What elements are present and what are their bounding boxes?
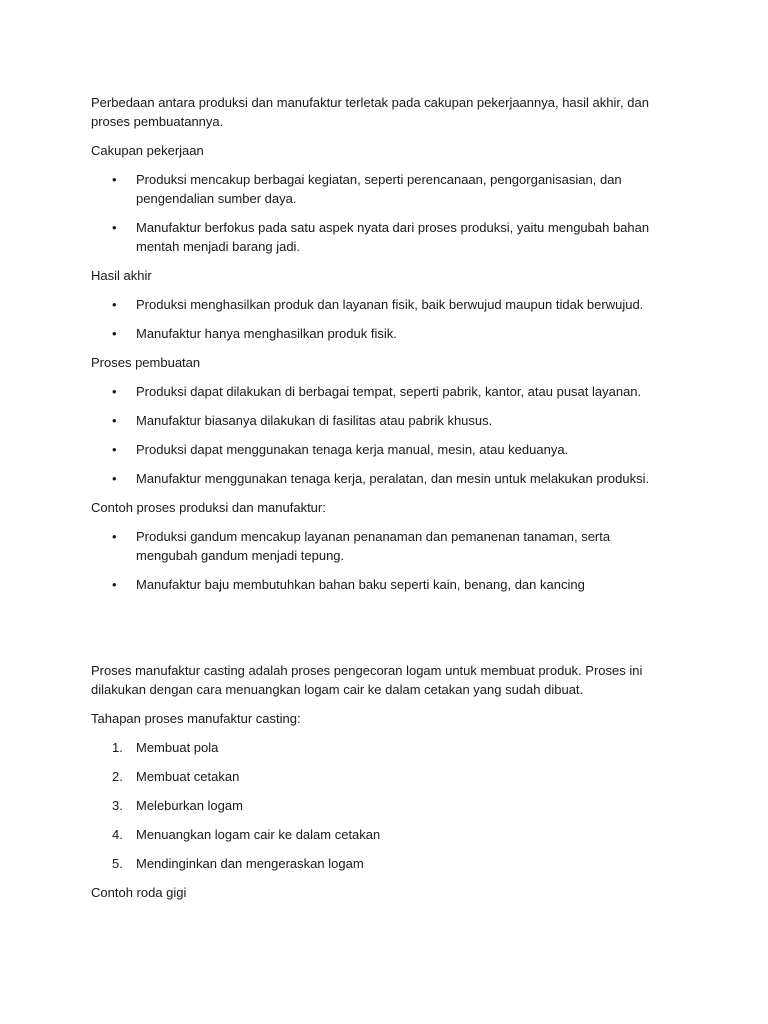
list-item xyxy=(91,825,666,844)
casting-intro-paragraph: Proses manufaktur casting adalah proses pengecoran logam untuk membuat produk. Proses ini dilakukan dengan cara menuangkan logam cair ke dalam cetakan yang sudah dibuat. xyxy=(91,663,643,697)
list-item xyxy=(91,440,666,459)
list-item xyxy=(91,767,666,786)
step-number: 5. xyxy=(112,856,123,871)
closing-line: Contoh roda gigi xyxy=(91,885,187,900)
list-item-text: Membuat pola xyxy=(136,740,219,755)
list-item xyxy=(91,411,666,430)
bullet-marker: • xyxy=(112,220,117,235)
list-item xyxy=(91,796,666,815)
list-item-text: Manufaktur menggunakan tenaga kerja, peralatan, dan mesin untuk melakukan produksi. xyxy=(136,471,650,486)
list-item xyxy=(91,218,666,256)
bullet-marker: • xyxy=(112,471,117,486)
bullet-list xyxy=(91,170,691,256)
step-number: 4. xyxy=(112,827,123,842)
heading-contoh-proses: Contoh proses produksi dan manufaktur: xyxy=(91,500,326,515)
bullet-list xyxy=(91,527,691,594)
list-item xyxy=(91,469,666,488)
step-number: 3. xyxy=(112,798,123,813)
heading-cakupan-pekerjaan: Cakupan pekerjaan xyxy=(91,143,204,158)
bullet-marker: • xyxy=(112,384,117,399)
list-item-text: Meleburkan logam xyxy=(136,798,243,813)
heading-hasil-akhir: Hasil akhir xyxy=(91,268,152,283)
bullet-marker: • xyxy=(112,297,117,312)
list-item-text: Produksi dapat dilakukan di berbagai tempat, seperti pabrik, kantor, atau pusat layanan. xyxy=(136,384,642,399)
list-item-text: Produksi mencakup berbagai kegiatan, seperti perencanaan, pengorganisasian, dan pengendalian sumber daya. xyxy=(136,172,622,206)
list-item xyxy=(91,382,666,401)
list-item xyxy=(91,527,666,565)
list-item-text: Membuat cetakan xyxy=(136,769,240,784)
list-item-text: Manufaktur biasanya dilakukan di fasilitas atau pabrik khusus. xyxy=(136,413,493,428)
list-item-text: Manufaktur baju membutuhkan bahan baku seperti kain, benang, dan kancing xyxy=(136,577,585,592)
intro-paragraph: Perbedaan antara produksi dan manufaktur terletak pada cakupan pekerjaannya, hasil akhir, dan proses pembuatannya. xyxy=(91,95,649,129)
bullet-marker: • xyxy=(112,326,117,341)
list-item-text: Manufaktur hanya menghasilkan produk fisik. xyxy=(136,326,397,341)
list-item xyxy=(91,575,666,594)
section-spacer xyxy=(91,604,691,661)
heading-tahapan-casting: Tahapan proses manufaktur casting: xyxy=(91,711,301,726)
bullet-list xyxy=(91,295,691,343)
bullet-marker: • xyxy=(112,442,117,457)
bullet-list xyxy=(91,382,691,488)
step-number: 1. xyxy=(112,740,123,755)
document-page xyxy=(91,93,691,912)
list-item-text: Mendinginkan dan mengeraskan logam xyxy=(136,856,364,871)
list-item xyxy=(91,854,666,873)
list-item xyxy=(91,295,666,314)
list-item-text: Produksi menghasilkan produk dan layanan fisik, baik berwujud maupun tidak berwujud. xyxy=(136,297,644,312)
bullet-marker: • xyxy=(112,577,117,592)
step-number: 2. xyxy=(112,769,123,784)
bullet-marker: • xyxy=(112,172,117,187)
list-item-text: Manufaktur berfokus pada satu aspek nyata dari proses produksi, yaitu mengubah bahan mentah menjadi barang jadi. xyxy=(136,220,650,254)
bullet-marker: • xyxy=(112,529,117,544)
list-item xyxy=(91,738,666,757)
numbered-list xyxy=(91,738,691,873)
list-item-text: Produksi gandum mencakup layanan penanaman dan pemanenan tanaman, serta mengubah gandum menjadi tepung. xyxy=(136,529,611,563)
list-item-text: Menuangkan logam cair ke dalam cetakan xyxy=(136,827,381,842)
bullet-marker: • xyxy=(112,413,117,428)
list-item-text: Produksi dapat menggunakan tenaga kerja manual, mesin, atau keduanya. xyxy=(136,442,569,457)
heading-proses-pembuatan: Proses pembuatan xyxy=(91,355,201,370)
list-item xyxy=(91,170,666,208)
list-item xyxy=(91,324,666,343)
